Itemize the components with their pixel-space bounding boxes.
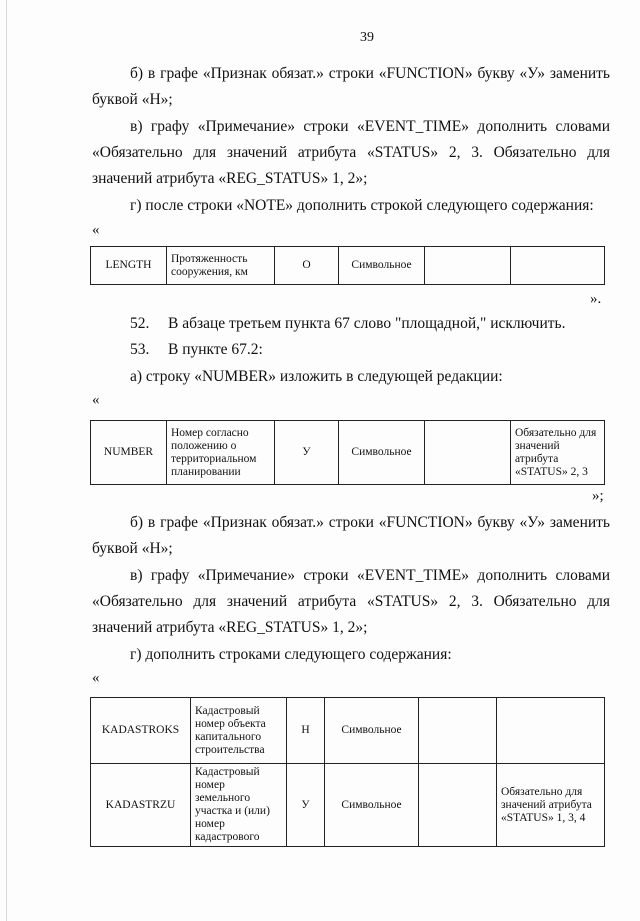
table-length [90, 246, 605, 285]
open-quote-2: « [92, 392, 100, 408]
cell-code: KADASTROKS [91, 698, 191, 764]
paragraph-v-line1: в) графу «Примечание» строки «EVENT_TIME» дополнить словами [130, 118, 610, 135]
cell-code: KADASTRZU [91, 764, 191, 847]
paragraph-v2-line1: в) графу «Примечание» строки «EVENT_TIME» дополнить словами [130, 567, 610, 584]
cell-type: Символьное [325, 698, 419, 764]
item-52-text: В абзаце третьем пункта 67 слово "площадной," исключить. [168, 315, 566, 332]
cell-flag: Н [287, 698, 325, 764]
cell-flag: У [287, 764, 325, 847]
open-quote-3: « [92, 670, 100, 686]
paragraph-b2-line2: буквой «Н»; [92, 540, 173, 557]
cell-name: Номер согласно положению о территориальном планировании [167, 421, 275, 485]
table-row [91, 421, 605, 485]
cell-flag: У [275, 421, 339, 485]
cell-flag: О [275, 247, 339, 285]
cell-type: Символьное [339, 421, 425, 485]
paragraph-g-line: г) после строки «NOTE» дополнить строкой следующего содержания: [130, 197, 594, 214]
cell-code: NUMBER [91, 421, 167, 485]
paragraph-b-line2: буквой «Н»; [92, 91, 173, 108]
cell-name: Протяженность сооружения, км [167, 247, 275, 285]
table-number [90, 420, 605, 485]
table-row [91, 698, 605, 764]
table-kadastr [90, 697, 605, 847]
cell-note [497, 698, 605, 764]
item-52-number: 52. [130, 315, 150, 332]
cell-empty [419, 764, 497, 847]
cell-note: Обязательно для значений атрибута «STATUS» 1, 3, 4 [497, 764, 605, 847]
paragraph-a-line: а) строку «NUMBER» изложить в следующей редакции: [130, 368, 503, 385]
cell-note [511, 247, 605, 285]
cell-type: Символьное [325, 764, 419, 847]
close-quote-2: »; [592, 488, 604, 504]
open-quote-1: « [92, 222, 100, 238]
cell-code: LENGTH [91, 247, 167, 285]
paragraph-b-line1: б) в графе «Признак обязат.» строки «FUNCTION» букву «У» заменить [130, 65, 610, 82]
paragraph-b2-line1: б) в графе «Признак обязат.» строки «FUNCTION» букву «У» заменить [130, 514, 610, 531]
paragraph-g2-line: г) дополнить строками следующего содержания: [130, 646, 452, 663]
cell-empty [425, 421, 511, 485]
item-53-number: 53. [130, 341, 150, 358]
page-edge [6, 0, 7, 921]
item-53-text: В пункте 67.2: [168, 341, 263, 358]
table-row [91, 764, 605, 847]
paragraph-v-line2: «Обязательно для значений атрибута «STATUS» 2, 3. Обязательно для [92, 144, 610, 161]
cell-empty [419, 698, 497, 764]
cell-name: Кадастровый номер земельного участка и (или) номер кадастрового [191, 764, 287, 847]
paragraph-v2-line2: «Обязательно для значений атрибута «STATUS» 2, 3. Обязательно для [92, 593, 610, 610]
paragraph-v2-line3: значений атрибута «REG_STATUS» 1, 2»; [92, 619, 368, 636]
table-row [91, 247, 605, 285]
cell-note: Обязательно для значений атрибута «STATUS» 2, 3 [511, 421, 605, 485]
cell-name: Кадастровый номер объекта капитального строительства [191, 698, 287, 764]
cell-empty [425, 247, 511, 285]
cell-type: Символьное [339, 247, 425, 285]
close-quote-1: ». [590, 291, 602, 307]
page-number: 39 [360, 30, 374, 45]
paragraph-v-line3: значений атрибута «REG_STATUS» 1, 2»; [92, 170, 368, 187]
